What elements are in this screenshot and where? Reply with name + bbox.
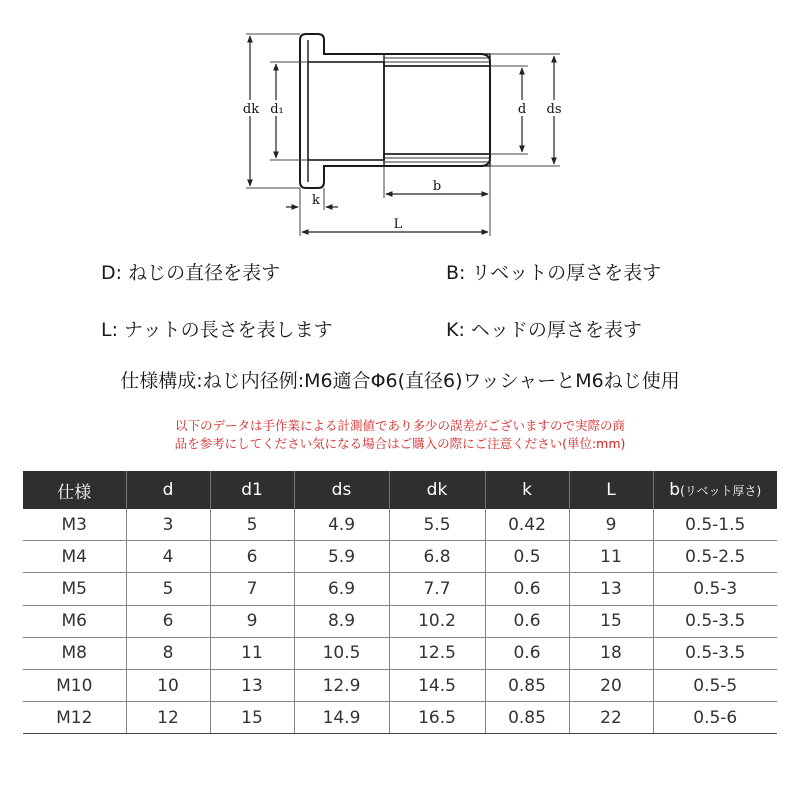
table-cell: 4.9 [294, 509, 389, 541]
table-cell: M6 [23, 605, 126, 637]
table-cell: 9 [210, 605, 294, 637]
table-cell: 15 [210, 702, 294, 734]
table-cell: 13 [569, 573, 653, 605]
table-cell: 0.5-3 [653, 573, 777, 605]
table-cell: 0.5-2.5 [653, 541, 777, 573]
table-cell: 14.9 [294, 702, 389, 734]
table-cell: 6.9 [294, 573, 389, 605]
table-cell: 15 [569, 605, 653, 637]
table-cell: 6 [126, 605, 210, 637]
table-cell: 0.6 [485, 605, 569, 637]
table-row [23, 573, 777, 605]
table-cell: 0.5-3.5 [653, 605, 777, 637]
header-b [653, 471, 777, 509]
table-row [23, 605, 777, 637]
header-l: L [569, 471, 653, 509]
table-cell: 7 [210, 573, 294, 605]
table-cell: 14.5 [389, 669, 485, 701]
table-cell: 0.42 [485, 509, 569, 541]
table-cell: 18 [569, 637, 653, 669]
header-ds: ds [294, 471, 389, 509]
header-d1: d1 [210, 471, 294, 509]
legend-k: K: ヘッドの厚さを表す [446, 319, 642, 341]
table-cell: 7.7 [389, 573, 485, 605]
header-b-main: b [669, 480, 681, 500]
table-cell: 5.5 [389, 509, 485, 541]
table-cell: 12 [126, 702, 210, 734]
header-b-sub: (リベット厚さ) [680, 484, 762, 498]
table-header-row [23, 471, 777, 509]
table-row [23, 702, 777, 734]
table-cell: 6 [210, 541, 294, 573]
table-cell: M4 [23, 541, 126, 573]
spec-table [23, 471, 777, 734]
table-cell: 0.85 [485, 669, 569, 701]
table-cell: M10 [23, 669, 126, 701]
table-cell: 0.5-3.5 [653, 637, 777, 669]
rivet-nut-diagram [0, 0, 800, 250]
table-cell: 0.5-6 [653, 702, 777, 734]
legend-d: D: ねじの直径を表す [101, 262, 281, 284]
table-cell: 4 [126, 541, 210, 573]
table-cell: 22 [569, 702, 653, 734]
table-cell: 0.6 [485, 637, 569, 669]
table-cell: 0.5-5 [653, 669, 777, 701]
header-d: d [126, 471, 210, 509]
label-b: b [432, 179, 442, 194]
table-cell: 5 [210, 509, 294, 541]
label-d1: d₁ [270, 102, 284, 117]
note-line-2: 品を参考にしてください気になる場合はご購入の際にご注意ください(単位:mm) [174, 436, 626, 451]
table-cell: 12.5 [389, 637, 485, 669]
table-cell: 8.9 [294, 605, 389, 637]
table-cell: 5.9 [294, 541, 389, 573]
table-cell: 8 [126, 637, 210, 669]
table-cell: 0.5-1.5 [653, 509, 777, 541]
table-cell: 13 [210, 669, 294, 701]
note-line-1: 以下のデータは手作業による計測値であり多少の誤差がございますので実際の商 [174, 418, 625, 433]
table-cell: 0.6 [485, 573, 569, 605]
table-cell: 11 [569, 541, 653, 573]
table-cell: 11 [210, 637, 294, 669]
table-cell: 0.85 [485, 702, 569, 734]
table-cell: 5 [126, 573, 210, 605]
table-cell: 10 [126, 669, 210, 701]
table-cell: M5 [23, 573, 126, 605]
legend-l: L: ナットの長さを表します [101, 319, 333, 341]
table-cell: 10.2 [389, 605, 485, 637]
label-dk: dk [242, 102, 260, 117]
table-row [23, 637, 777, 669]
table-cell: M8 [23, 637, 126, 669]
table-row [23, 669, 777, 701]
table-cell: 0.5 [485, 541, 569, 573]
table-row [23, 509, 777, 541]
label-k: k [312, 193, 320, 208]
table-cell: 9 [569, 509, 653, 541]
table-cell: 10.5 [294, 637, 389, 669]
label-L: L [393, 217, 403, 232]
table-row [23, 541, 777, 573]
header-dk: dk [389, 471, 485, 509]
table-cell: 6.8 [389, 541, 485, 573]
header-spec: 仕様 [23, 471, 126, 509]
rivet-nut-profile [300, 34, 490, 188]
table-cell: 3 [126, 509, 210, 541]
label-ds: ds [546, 102, 562, 117]
legend-b: B: リベットの厚さを表す [446, 262, 662, 284]
header-k: k [485, 471, 569, 509]
table-cell: 12.9 [294, 669, 389, 701]
table-cell: M12 [23, 702, 126, 734]
spec-line: 仕様構成:ねじ内径例:M6適合Φ6(直径6)ワッシャーとM6ねじ使用 [120, 370, 680, 392]
table-cell: 20 [569, 669, 653, 701]
label-d: d [517, 102, 527, 117]
table-cell: 16.5 [389, 702, 485, 734]
table-cell: M3 [23, 509, 126, 541]
